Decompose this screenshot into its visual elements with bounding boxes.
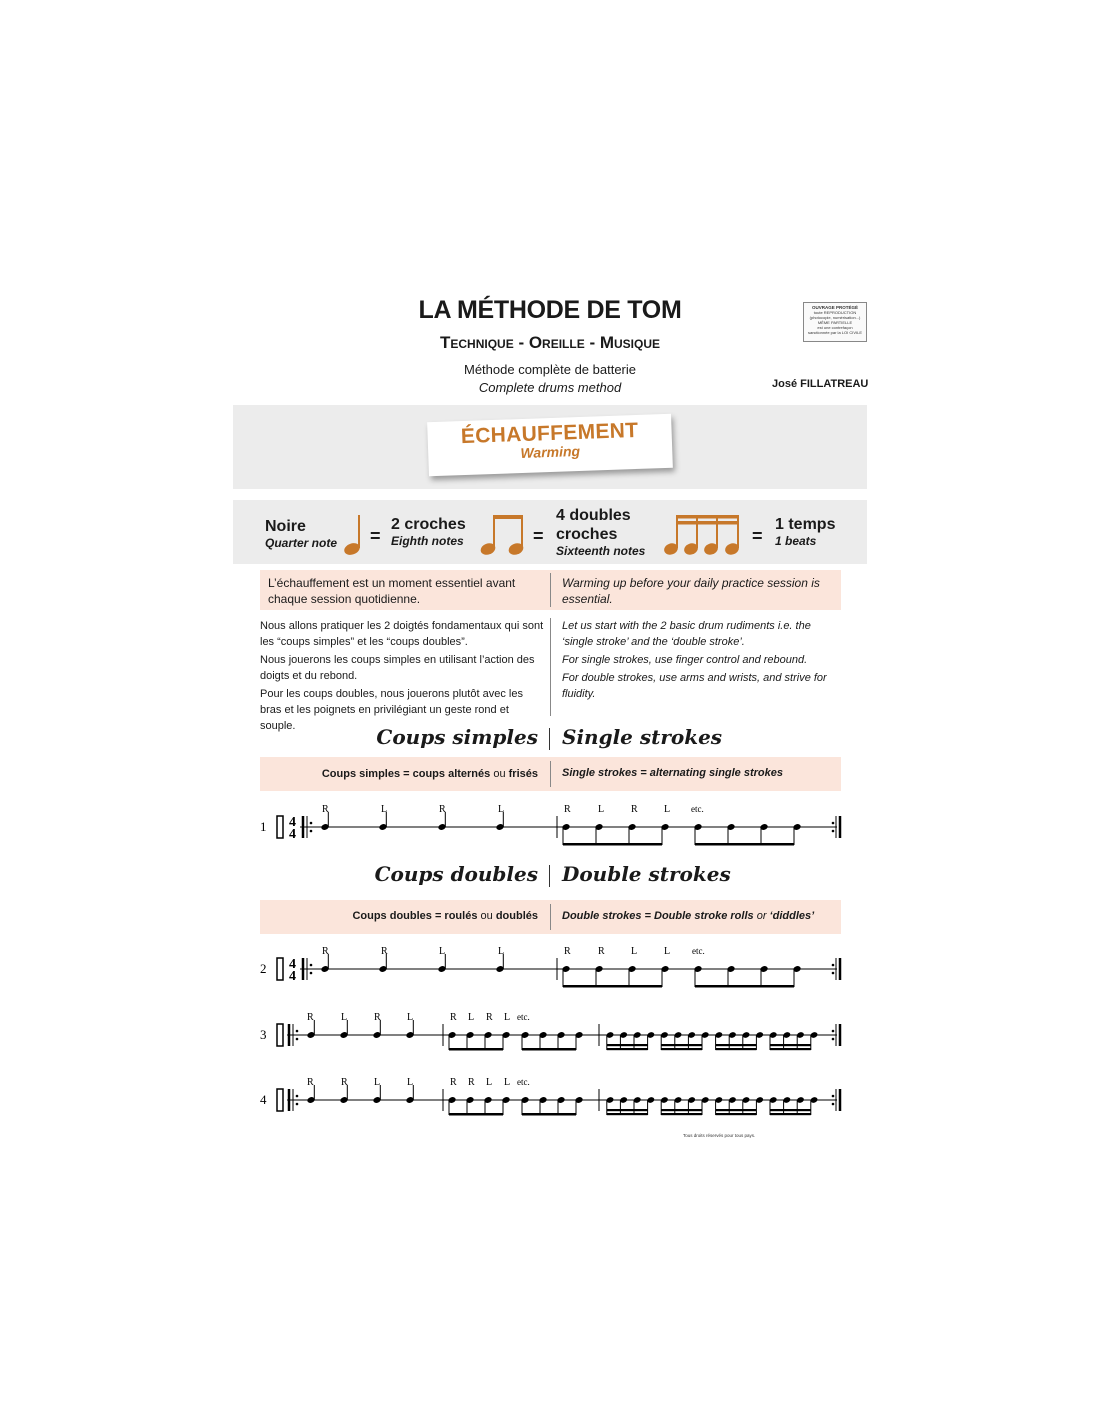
notes-quarter — [306, 1020, 414, 1039]
sticking-letter: L — [407, 1077, 414, 1088]
sticking-letter: L — [486, 1077, 493, 1088]
etc-label: etc. — [517, 1012, 530, 1022]
exercise-2-staff — [255, 942, 855, 992]
sticking-letter: R — [322, 804, 329, 815]
rule-fr-alt: frisés — [508, 768, 538, 780]
note-name: 2 croches — [391, 516, 466, 533]
repeat-dot — [832, 1030, 835, 1033]
time-sig-top: 4 — [289, 815, 296, 830]
sticking-letter: L — [598, 804, 605, 815]
rule-en: Single strokes = alternating single strokes — [562, 767, 783, 779]
exercise-number: 1 — [260, 819, 267, 834]
notes-eighth — [447, 1031, 583, 1050]
beam — [661, 1048, 702, 1050]
sticking-letter: L — [468, 1012, 475, 1023]
warming-card — [427, 414, 673, 476]
beam — [607, 1048, 648, 1050]
column-divider — [550, 573, 551, 607]
column-divider — [550, 904, 551, 930]
equals-sign: = — [752, 526, 763, 546]
beam — [770, 1109, 811, 1111]
beam — [770, 1113, 811, 1115]
note-sub: 1 beats — [775, 534, 817, 548]
rule-en-main: Double strokes = Double stroke rolls — [562, 910, 754, 922]
section-title-en: Single strokes — [562, 725, 723, 749]
note-sub: Eighth notes — [391, 534, 464, 548]
repeat-dot — [296, 1103, 299, 1106]
exercise-1-staff — [255, 800, 855, 850]
sticking-letter: R — [564, 946, 571, 957]
paragraph: Nous allons pratiquer les 2 doigtés fondamentaux qui sont les “coups simples” et les “coups doubles”. — [260, 620, 544, 648]
sticking-letter: R — [598, 946, 605, 957]
repeat-dot — [832, 822, 835, 825]
repeat-dot — [296, 1030, 299, 1033]
notes-eighth — [447, 1096, 583, 1115]
quarter-note-label — [265, 518, 337, 550]
rule-fr-alt: doublés — [495, 910, 538, 922]
notes-quarter — [320, 812, 504, 831]
exercise-number: 3 — [260, 1027, 267, 1042]
sixteenth-notes-icon — [663, 512, 743, 558]
page-title: LA MÉTHODE DE TOM — [418, 296, 682, 324]
body-fr — [260, 618, 544, 734]
stamp-line: MÊME PARTIELLE — [817, 320, 853, 325]
paragraph: For double strokes, use arms and wrists, and strive for fluidity. — [562, 672, 827, 700]
page-subtitle: Technique - Oreille - Musique — [440, 333, 660, 352]
sticking-a — [322, 946, 504, 957]
author: José FILLATREAU — [772, 378, 869, 390]
repeat-dot — [296, 1095, 299, 1098]
time-sig-top: 4 — [289, 957, 296, 972]
beam — [716, 1048, 757, 1050]
sticking-letter: L — [664, 804, 671, 815]
notes-eighth — [561, 965, 801, 987]
rule-en-or: or — [756, 910, 767, 922]
sticking-letter: L — [381, 804, 388, 815]
paragraph: For single strokes, use finger control and rebound. — [562, 654, 808, 666]
eighth-notes-icon — [480, 512, 530, 558]
sticking-letter: R — [468, 1077, 475, 1088]
beam — [661, 1109, 702, 1111]
sticking-a — [322, 804, 504, 815]
time-sig-bottom: 4 — [289, 827, 296, 842]
note-name: Noire — [265, 518, 306, 535]
note-name: 4 doubles croches — [556, 507, 631, 543]
repeat-dot — [296, 1038, 299, 1041]
intro-fr: L’échauffement est un moment essentiel avant chaque session quotidienne. — [268, 576, 516, 606]
title-divider — [549, 865, 550, 887]
sticking-letter: R — [374, 1012, 381, 1023]
sticking-letter: L — [341, 1012, 348, 1023]
body-en — [562, 618, 844, 702]
sticking-a — [307, 1012, 413, 1023]
stamp-line: sanctionnée par la LOI CIVILE — [807, 330, 863, 335]
beam — [607, 1113, 648, 1115]
beam — [607, 1109, 648, 1111]
sticking-letter: R — [322, 946, 329, 957]
paragraph: Nous jouerons les coups simples en utilisant l’action des doigts et du rebond. — [260, 654, 535, 682]
description-en: Complete drums method — [478, 380, 622, 395]
sticking-letter: L — [374, 1077, 381, 1088]
section-title-fr: Coups simples — [376, 725, 538, 749]
beam — [661, 1044, 702, 1046]
sticking-letter: L — [498, 804, 505, 815]
eighth-notes-label — [391, 516, 466, 548]
intro-en: Warming up before your daily practice session is essential. — [562, 576, 820, 606]
repeat-dot — [310, 830, 313, 833]
rule-en-alt: ‘diddles’ — [769, 910, 815, 922]
copyright-stamp — [803, 302, 867, 342]
sticking-b — [450, 1012, 530, 1023]
note-sub: Quarter note — [265, 536, 338, 550]
sticking-letter: R — [450, 1077, 457, 1088]
description-fr: Méthode complète de batterie — [464, 362, 636, 377]
rule-fr-main: Coups doubles = roulés — [352, 910, 478, 922]
sixteenth-notes-label — [556, 506, 656, 558]
sticking-b — [450, 1077, 530, 1088]
beam — [716, 1044, 757, 1046]
notes-eighth — [561, 823, 801, 845]
sticking-letter: R — [439, 804, 446, 815]
column-divider — [550, 618, 551, 716]
repeat-dot — [310, 964, 313, 967]
sticking-letter: L — [439, 946, 446, 957]
title-divider — [549, 728, 550, 750]
note-sub: Sixteenth notes — [556, 544, 646, 558]
sticking-letter: R — [450, 1012, 457, 1023]
repeat-dot — [832, 1103, 835, 1106]
percussion-clef — [277, 1024, 283, 1046]
etc-label: etc. — [692, 946, 705, 956]
rule-fr-or: ou — [480, 910, 493, 922]
sticking-letter: R — [307, 1012, 314, 1023]
stamp-line: (photocopie, numérisation...) — [809, 315, 861, 320]
warming-title: ÉCHAUFFEMENT — [460, 418, 639, 449]
equals-sign: = — [533, 526, 544, 546]
sticking-letter: L — [504, 1077, 511, 1088]
sticking-letter: R — [381, 946, 388, 957]
stamp-line: OUVRAGE PROTÉGÉ — [811, 305, 858, 310]
etc-label: etc. — [517, 1077, 530, 1087]
repeat-dot — [310, 822, 313, 825]
exercise-4-staff — [255, 1073, 855, 1123]
note-name: 1 temps — [775, 516, 836, 533]
exercise-number: 4 — [260, 1092, 267, 1107]
column-divider — [550, 761, 551, 787]
percussion-clef — [277, 816, 283, 838]
rule-fr-main: Coups simples = coups alternés — [321, 768, 491, 780]
etc-label: etc. — [691, 804, 704, 814]
warming-subtitle: Warming — [520, 442, 581, 462]
section-title-en: Double strokes — [562, 862, 731, 886]
sticking-a — [307, 1077, 413, 1088]
percussion-clef — [277, 958, 283, 980]
sticking-letter: R — [307, 1077, 314, 1088]
sticking-letter: R — [631, 804, 638, 815]
repeat-dot — [832, 1038, 835, 1041]
stamp-line: toute REPRODUCTION — [813, 310, 857, 315]
beam — [770, 1044, 811, 1046]
stamp-line: est une contrefaçon — [817, 325, 853, 330]
exercise-number: 2 — [260, 961, 267, 976]
beam — [661, 1113, 702, 1115]
rule-fr — [262, 768, 538, 780]
beam — [716, 1109, 757, 1111]
notes-sixteenth — [606, 1031, 819, 1050]
sticking-letter: R — [341, 1077, 348, 1088]
paragraph: Pour les coups doubles, nous jouerons plutôt avec les bras et les poignets en privilégiant un geste rond et souple. — [260, 688, 523, 732]
repeat-dot — [832, 1095, 835, 1098]
exercise-3-staff — [255, 1008, 855, 1058]
rule-fr-or: ou — [493, 768, 506, 780]
rule-fr — [262, 910, 538, 922]
paragraph: Let us start with the 2 basic drum rudiments i.e. the ‘single stroke’ and the ‘double stroke’. — [562, 620, 811, 648]
quarter-note-icon — [340, 512, 366, 558]
beam — [607, 1044, 648, 1046]
sticking-letter: L — [407, 1012, 414, 1023]
beam — [770, 1048, 811, 1050]
notes-sixteenth — [606, 1096, 819, 1115]
sticking-letter: L — [631, 946, 638, 957]
rule-en — [562, 910, 814, 922]
sticking-letter: R — [486, 1012, 493, 1023]
notes-quarter — [320, 954, 504, 973]
equals-sign: = — [370, 526, 381, 546]
footer-copyright: Tous droits réservés pour tous pays. — [683, 1133, 756, 1138]
beat-label — [775, 516, 835, 548]
time-sig-bottom: 4 — [289, 969, 296, 984]
sticking-letter: L — [498, 946, 505, 957]
percussion-clef — [277, 1089, 283, 1111]
sticking-letter: L — [664, 946, 671, 957]
sticking-b — [564, 804, 704, 815]
section-title-fr: Coups doubles — [374, 862, 538, 886]
sticking-b — [564, 946, 705, 957]
repeat-dot — [832, 830, 835, 833]
sticking-letter: R — [564, 804, 571, 815]
sticking-letter: L — [504, 1012, 511, 1023]
repeat-dot — [832, 972, 835, 975]
beam — [716, 1113, 757, 1115]
notes-quarter — [306, 1085, 414, 1104]
repeat-dot — [832, 964, 835, 967]
repeat-dot — [310, 972, 313, 975]
